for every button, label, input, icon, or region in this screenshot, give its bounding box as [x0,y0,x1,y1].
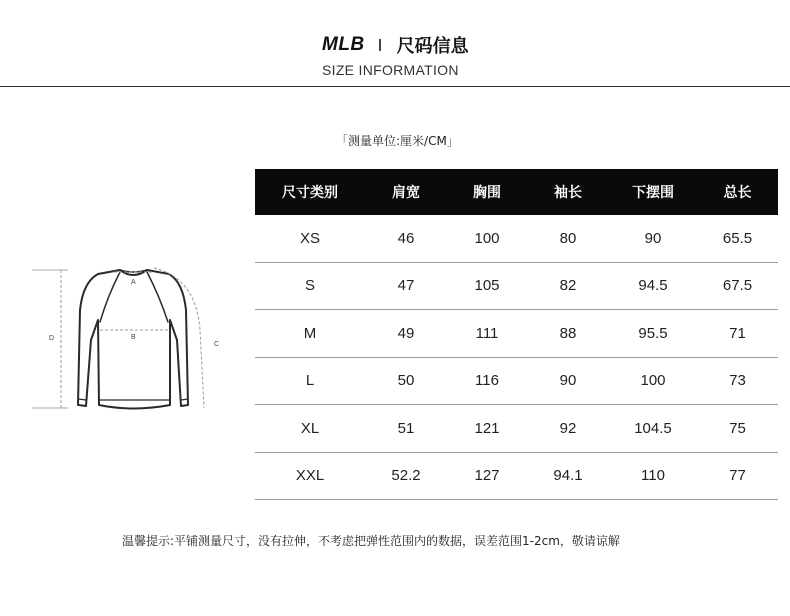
header-chest: 胸围 [473,185,501,201]
cell-chest: 100 [474,229,500,247]
measurement-note: 温馨提示:平铺测量尺寸，没有拉伸，不考虑把弹性范围内的数据，误差范围1-2cm，敬请谅解 [122,534,620,548]
cell-length: 71 [729,324,746,342]
cell-sleeve: 94.1 [553,467,583,485]
cell-shoulder: 50 [397,372,415,390]
cell-length: 73 [729,372,746,390]
cell-chest: 116 [475,372,499,390]
table-row [255,405,778,453]
raglan-seam-left [100,272,120,322]
header-shoulder: 肩宽 [392,185,420,201]
cell-size: XL [300,419,320,437]
table-row [255,263,778,311]
page-title: 尺码信息 [396,36,469,57]
label-b: B [131,334,136,341]
cell-size: XXL [295,467,325,485]
table-row [255,215,778,263]
cell-length: 77 [729,467,746,485]
cell-hem: 110 [641,467,665,485]
cell-sleeve: 82 [559,277,577,295]
unit-label: 「测量单位:厘米/CM」 [336,134,459,148]
cell-shoulder: 49 [397,324,415,342]
header-size: 尺寸类别 [282,185,338,201]
cell-sleeve: 80 [559,229,577,247]
table-row [255,453,778,501]
raglan-seam-right [147,272,168,322]
cell-length: 65.5 [722,229,753,247]
cell-sleeve: 90 [559,372,577,390]
cell-sleeve: 88 [559,324,577,342]
cell-sleeve: 92 [559,419,577,437]
cell-hem: 90 [644,229,662,247]
cell-shoulder: 47 [397,277,415,295]
garment-diagram [28,250,238,420]
table-row [255,310,778,358]
title-separator [379,39,381,51]
cell-size: XS [299,229,320,247]
cell-length: 75 [729,419,746,437]
brand-logo: MLB [322,34,365,55]
cell-shoulder: 51 [397,419,415,437]
header-length: 总长 [723,185,752,201]
cell-size: S [304,277,315,295]
header-divider [0,86,790,87]
label-a: A [131,279,136,286]
cuff-left [78,399,86,400]
header-hem: 下摆围 [632,185,674,201]
cell-chest: 111 [475,324,499,342]
cell-hem: 104.5 [634,419,672,437]
size-table [255,169,778,500]
cell-hem: 95.5 [638,324,668,342]
cell-hem: 94.5 [638,277,668,295]
label-d: D [49,335,55,342]
cell-size: L [305,372,315,390]
cell-length: 67.5 [722,277,753,295]
cell-chest: 121 [474,419,500,437]
brand-row [322,32,469,58]
table-row [255,358,778,406]
cell-size: M [303,324,317,342]
cell-chest: 105 [474,277,500,295]
cell-hem: 100 [640,372,666,390]
cell-shoulder: 46 [397,229,415,247]
header [0,28,790,88]
table-header-row [255,169,778,215]
cell-shoulder: 52.2 [391,467,421,485]
header-sleeve: 袖长 [554,185,582,201]
page-subtitle: SIZE INFORMATION [322,62,459,78]
label-c: C [214,341,220,348]
cell-chest: 127 [474,467,500,485]
